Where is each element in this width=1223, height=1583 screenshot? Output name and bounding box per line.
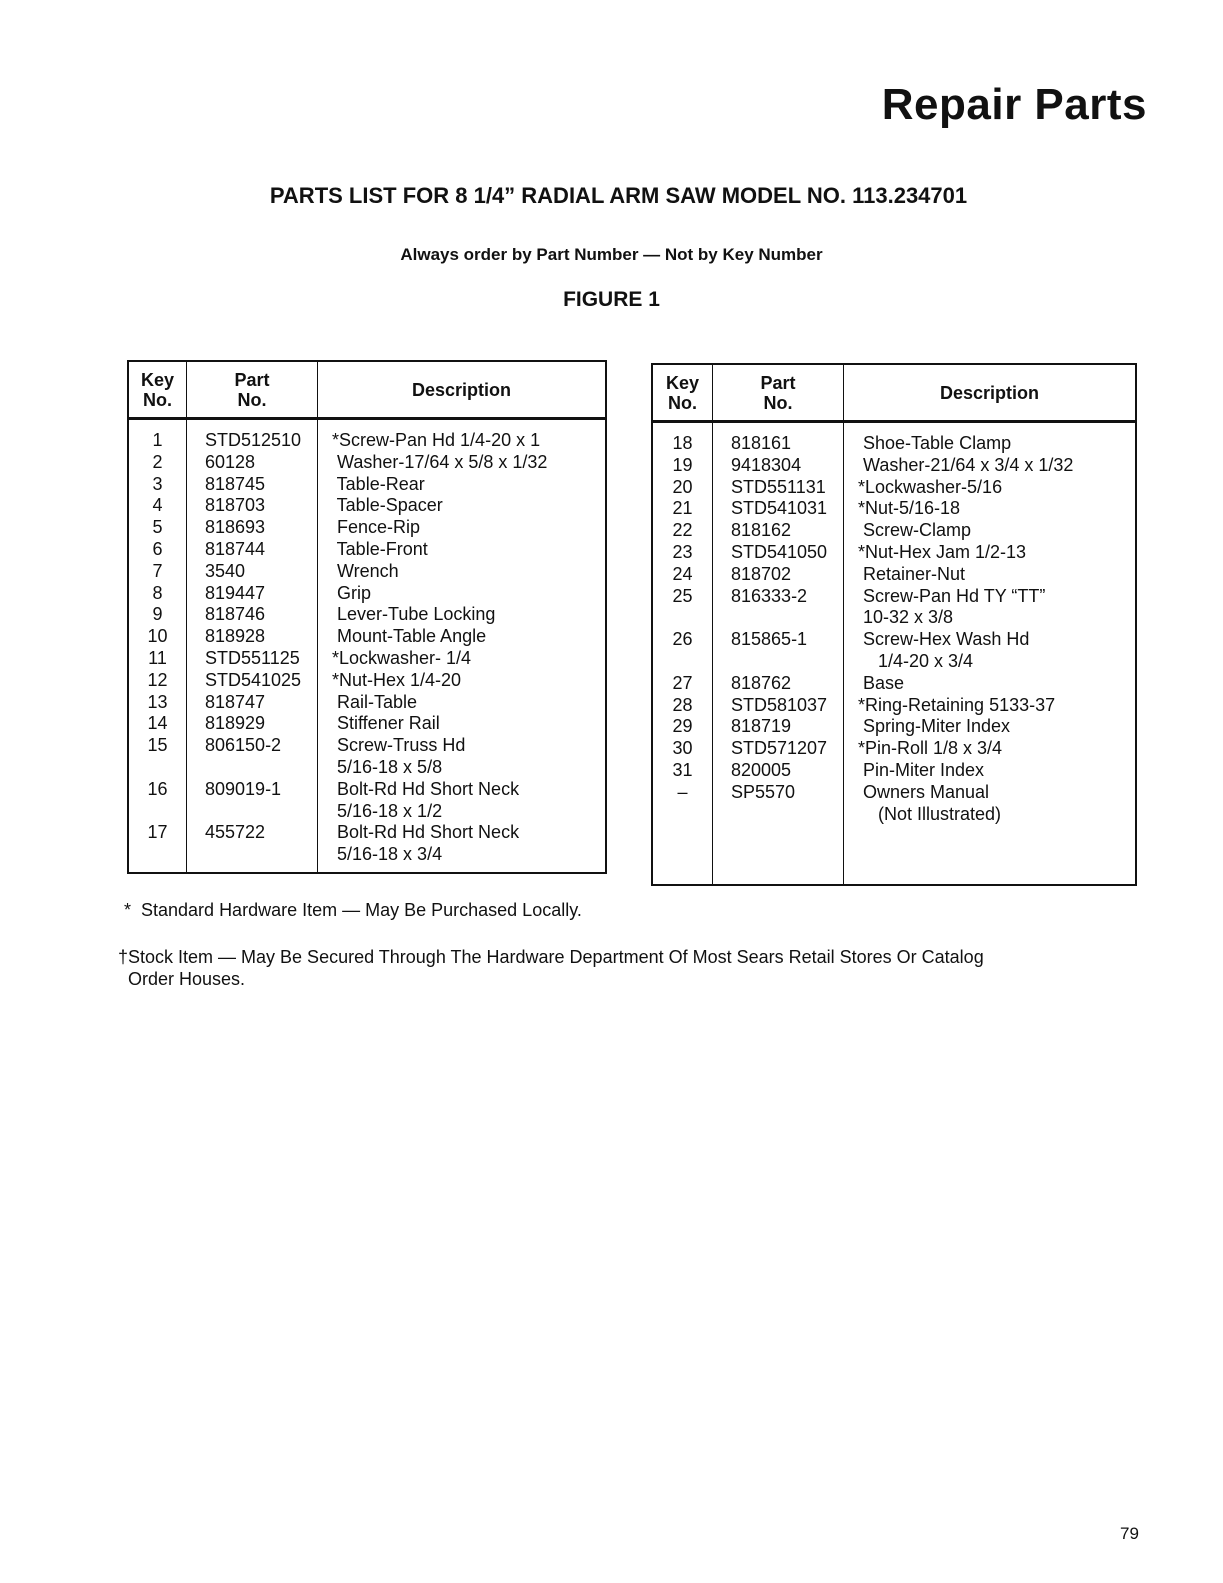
table-cell-part: STD512510	[205, 430, 302, 450]
table-cell-key: 8	[152, 582, 163, 603]
table-cell-key: 12	[147, 669, 168, 690]
table-cell-part: 818702	[731, 563, 792, 584]
table-cell-part: STD551131	[731, 476, 826, 497]
table-cell-key: 24	[672, 563, 693, 584]
table-cell-description: Screw-Truss Hd 5/16-18 x 5/8	[337, 735, 466, 777]
table-cell-key: 1	[152, 430, 163, 450]
table-cell-key: 28	[672, 694, 693, 715]
table-cell-key: 21	[672, 498, 693, 519]
table-cell-description: Stiffener Rail	[332, 713, 440, 734]
table-cell-key: 31	[672, 759, 693, 780]
table-cell-key: 15	[147, 735, 168, 756]
table-cell-key: 6	[152, 538, 163, 559]
table-cell-key: 4	[152, 495, 163, 516]
table-cell-key: –	[677, 781, 688, 802]
part-column	[187, 420, 318, 872]
standard-hardware-footnote: * Standard Hardware Item — May Be Purchased Locally.	[124, 900, 582, 920]
table-cell-part: 818703	[205, 495, 266, 516]
stock-item-footnote-line2: Order Houses.	[118, 969, 246, 989]
figure-label: FIGURE 1	[563, 288, 660, 311]
table-cell-description: Washer-17/64 x 5/8 x 1/32	[332, 451, 548, 472]
table-cell-description: *Nut-Hex Jam 1/2-13	[858, 541, 1027, 562]
table-cell-key: 3	[152, 473, 163, 494]
table-cell-key: 11	[148, 647, 167, 668]
table-cell-description: Retainer-Nut	[858, 563, 966, 584]
table-body	[129, 420, 605, 872]
table-cell-key: 5	[152, 517, 163, 538]
table-cell-description: Bolt-Rd Hd Short Neck 5/16-18 x 1/2	[337, 778, 520, 821]
table-cell-key: 9	[152, 604, 163, 625]
table-cell-part: 806150-2	[205, 735, 282, 756]
table-body	[653, 423, 1135, 884]
table-cell-description: Screw-Pan Hd TY “TT” 10-32 x 3/8	[863, 585, 1046, 628]
table-cell-key: 7	[152, 560, 163, 581]
key-no-header: Key No.	[129, 362, 187, 417]
table-cell-key: 13	[147, 691, 168, 712]
table-cell-part: 815865-1	[731, 629, 808, 650]
table-cell-key: 16	[147, 778, 168, 799]
table-cell-description: Lever-Tube Locking	[332, 604, 496, 625]
table-cell-part: 818744	[205, 538, 266, 559]
order-note: Always order by Part Number — Not by Key Number	[400, 245, 823, 264]
table-cell-description: *Nut-5/16-18	[858, 498, 961, 519]
table-cell-part: 818762	[731, 672, 792, 693]
table-cell-description: Mount-Table Angle	[332, 626, 487, 647]
table-cell-description: *Ring-Retaining 5133-37	[858, 694, 1056, 715]
description-header: Description	[411, 379, 512, 400]
table-cell-description: Rail-Table	[332, 691, 418, 712]
table-cell-part: 818929	[205, 713, 266, 734]
table-cell-key: 18	[672, 433, 693, 453]
table-cell-part: 818746	[205, 604, 266, 625]
table-cell-description: Pin-Miter Index	[858, 759, 985, 780]
table-cell-part: STD571207	[731, 738, 828, 759]
table-header	[653, 365, 1135, 423]
table-cell-description: *Lockwasher-5/16	[858, 476, 1003, 497]
table-cell-key: 19	[672, 454, 693, 475]
table-cell-key: 25	[672, 585, 693, 606]
table-cell-description: Washer-21/64 x 3/4 x 1/32	[858, 454, 1074, 475]
table-cell-description: Fence-Rip	[332, 517, 421, 538]
table-cell-key: 29	[672, 716, 693, 737]
table-cell-key: 30	[672, 738, 693, 759]
part-column	[713, 423, 844, 884]
table-cell-part: 820005	[731, 759, 792, 780]
table-cell-part: 818162	[731, 520, 792, 541]
key-column	[653, 423, 713, 884]
table-cell-description: *Pin-Roll 1/8 x 3/4	[858, 738, 1003, 759]
page-title: Repair Parts	[881, 80, 1147, 129]
key-column	[129, 420, 187, 872]
table-cell-key: 27	[672, 672, 693, 693]
table-cell-part: 816333-2	[731, 585, 808, 606]
table-cell-part: STD541031	[731, 498, 828, 519]
table-cell-part: 809019-1	[205, 778, 282, 799]
stock-item-footnote-line1: †Stock Item — May Be Secured Through The Hardware Department Of Most Sears Retail Stores Or Catalog	[118, 947, 984, 967]
table-cell-description: Grip	[332, 582, 372, 603]
table-cell-part: STD581037	[731, 694, 828, 715]
table-cell-part: 818719	[731, 716, 792, 737]
table-cell-description: Spring-Miter Index	[858, 716, 1011, 737]
table-cell-key: 26	[672, 629, 693, 650]
description-column	[844, 423, 1135, 884]
table-cell-part: STD551125	[205, 647, 300, 668]
table-cell-key: 10	[147, 626, 168, 647]
table-cell-description: Bolt-Rd Hd Short Neck 5/16-18 x 3/4	[337, 822, 520, 865]
table-cell-description: Screw-Hex Wash Hd 1/4-20 x 3/4	[863, 629, 1030, 671]
table-cell-part: 818161	[731, 433, 792, 453]
table-cell-part: STD541025	[205, 669, 302, 690]
table-cell-part: 3540	[205, 560, 246, 581]
page-number: 79	[1120, 1524, 1139, 1543]
table-cell-description: *Lockwasher- 1/4	[332, 647, 472, 668]
table-cell-part: 60128	[205, 451, 256, 472]
table-cell-part: 9418304	[731, 454, 802, 475]
table-cell-description: Table-Spacer	[332, 495, 443, 516]
table-cell-key: 14	[147, 713, 168, 734]
table-cell-description: *Nut-Hex 1/4-20	[332, 669, 462, 690]
table-cell-description: Table-Rear	[332, 473, 425, 494]
table-cell-description: Owners Manual (Not Illustrated)	[863, 781, 1002, 824]
table-cell-part: SP5570	[731, 781, 796, 802]
table-cell-description: Shoe-Table Clamp	[858, 433, 1012, 453]
table-cell-part: 818693	[205, 517, 266, 538]
table-header	[129, 362, 605, 420]
table-cell-part: STD541050	[731, 541, 828, 562]
parts-list-subtitle: PARTS LIST FOR 8 1/4” RADIAL ARM SAW MODEL NO. 113.234701	[269, 183, 968, 208]
table-cell-key: 23	[672, 541, 693, 562]
parts-table-right	[651, 363, 1137, 886]
table-cell-description: Base	[858, 672, 905, 693]
table-cell-part: 455722	[205, 822, 266, 843]
description-header: Description	[939, 382, 1040, 403]
part-no-header: Part No.	[713, 365, 844, 420]
table-cell-key: 2	[152, 451, 163, 472]
table-cell-description: Table-Front	[332, 538, 428, 559]
table-cell-description: *Screw-Pan Hd 1/4-20 x 1	[332, 430, 541, 450]
key-no-header: Key No.	[653, 365, 713, 420]
table-cell-part: 818747	[205, 691, 266, 712]
table-cell-key: 22	[672, 520, 693, 541]
table-cell-description: Screw-Clamp	[858, 520, 972, 541]
table-cell-key: 20	[672, 476, 693, 497]
table-cell-part: 818928	[205, 626, 266, 647]
table-cell-part: 818745	[205, 473, 266, 494]
table-cell-part: 819447	[205, 582, 266, 603]
description-column	[318, 420, 605, 872]
table-cell-key: 17	[147, 822, 168, 843]
table-cell-description: Wrench	[332, 560, 399, 581]
part-no-header: Part No.	[187, 362, 318, 417]
parts-table-left	[127, 360, 607, 874]
